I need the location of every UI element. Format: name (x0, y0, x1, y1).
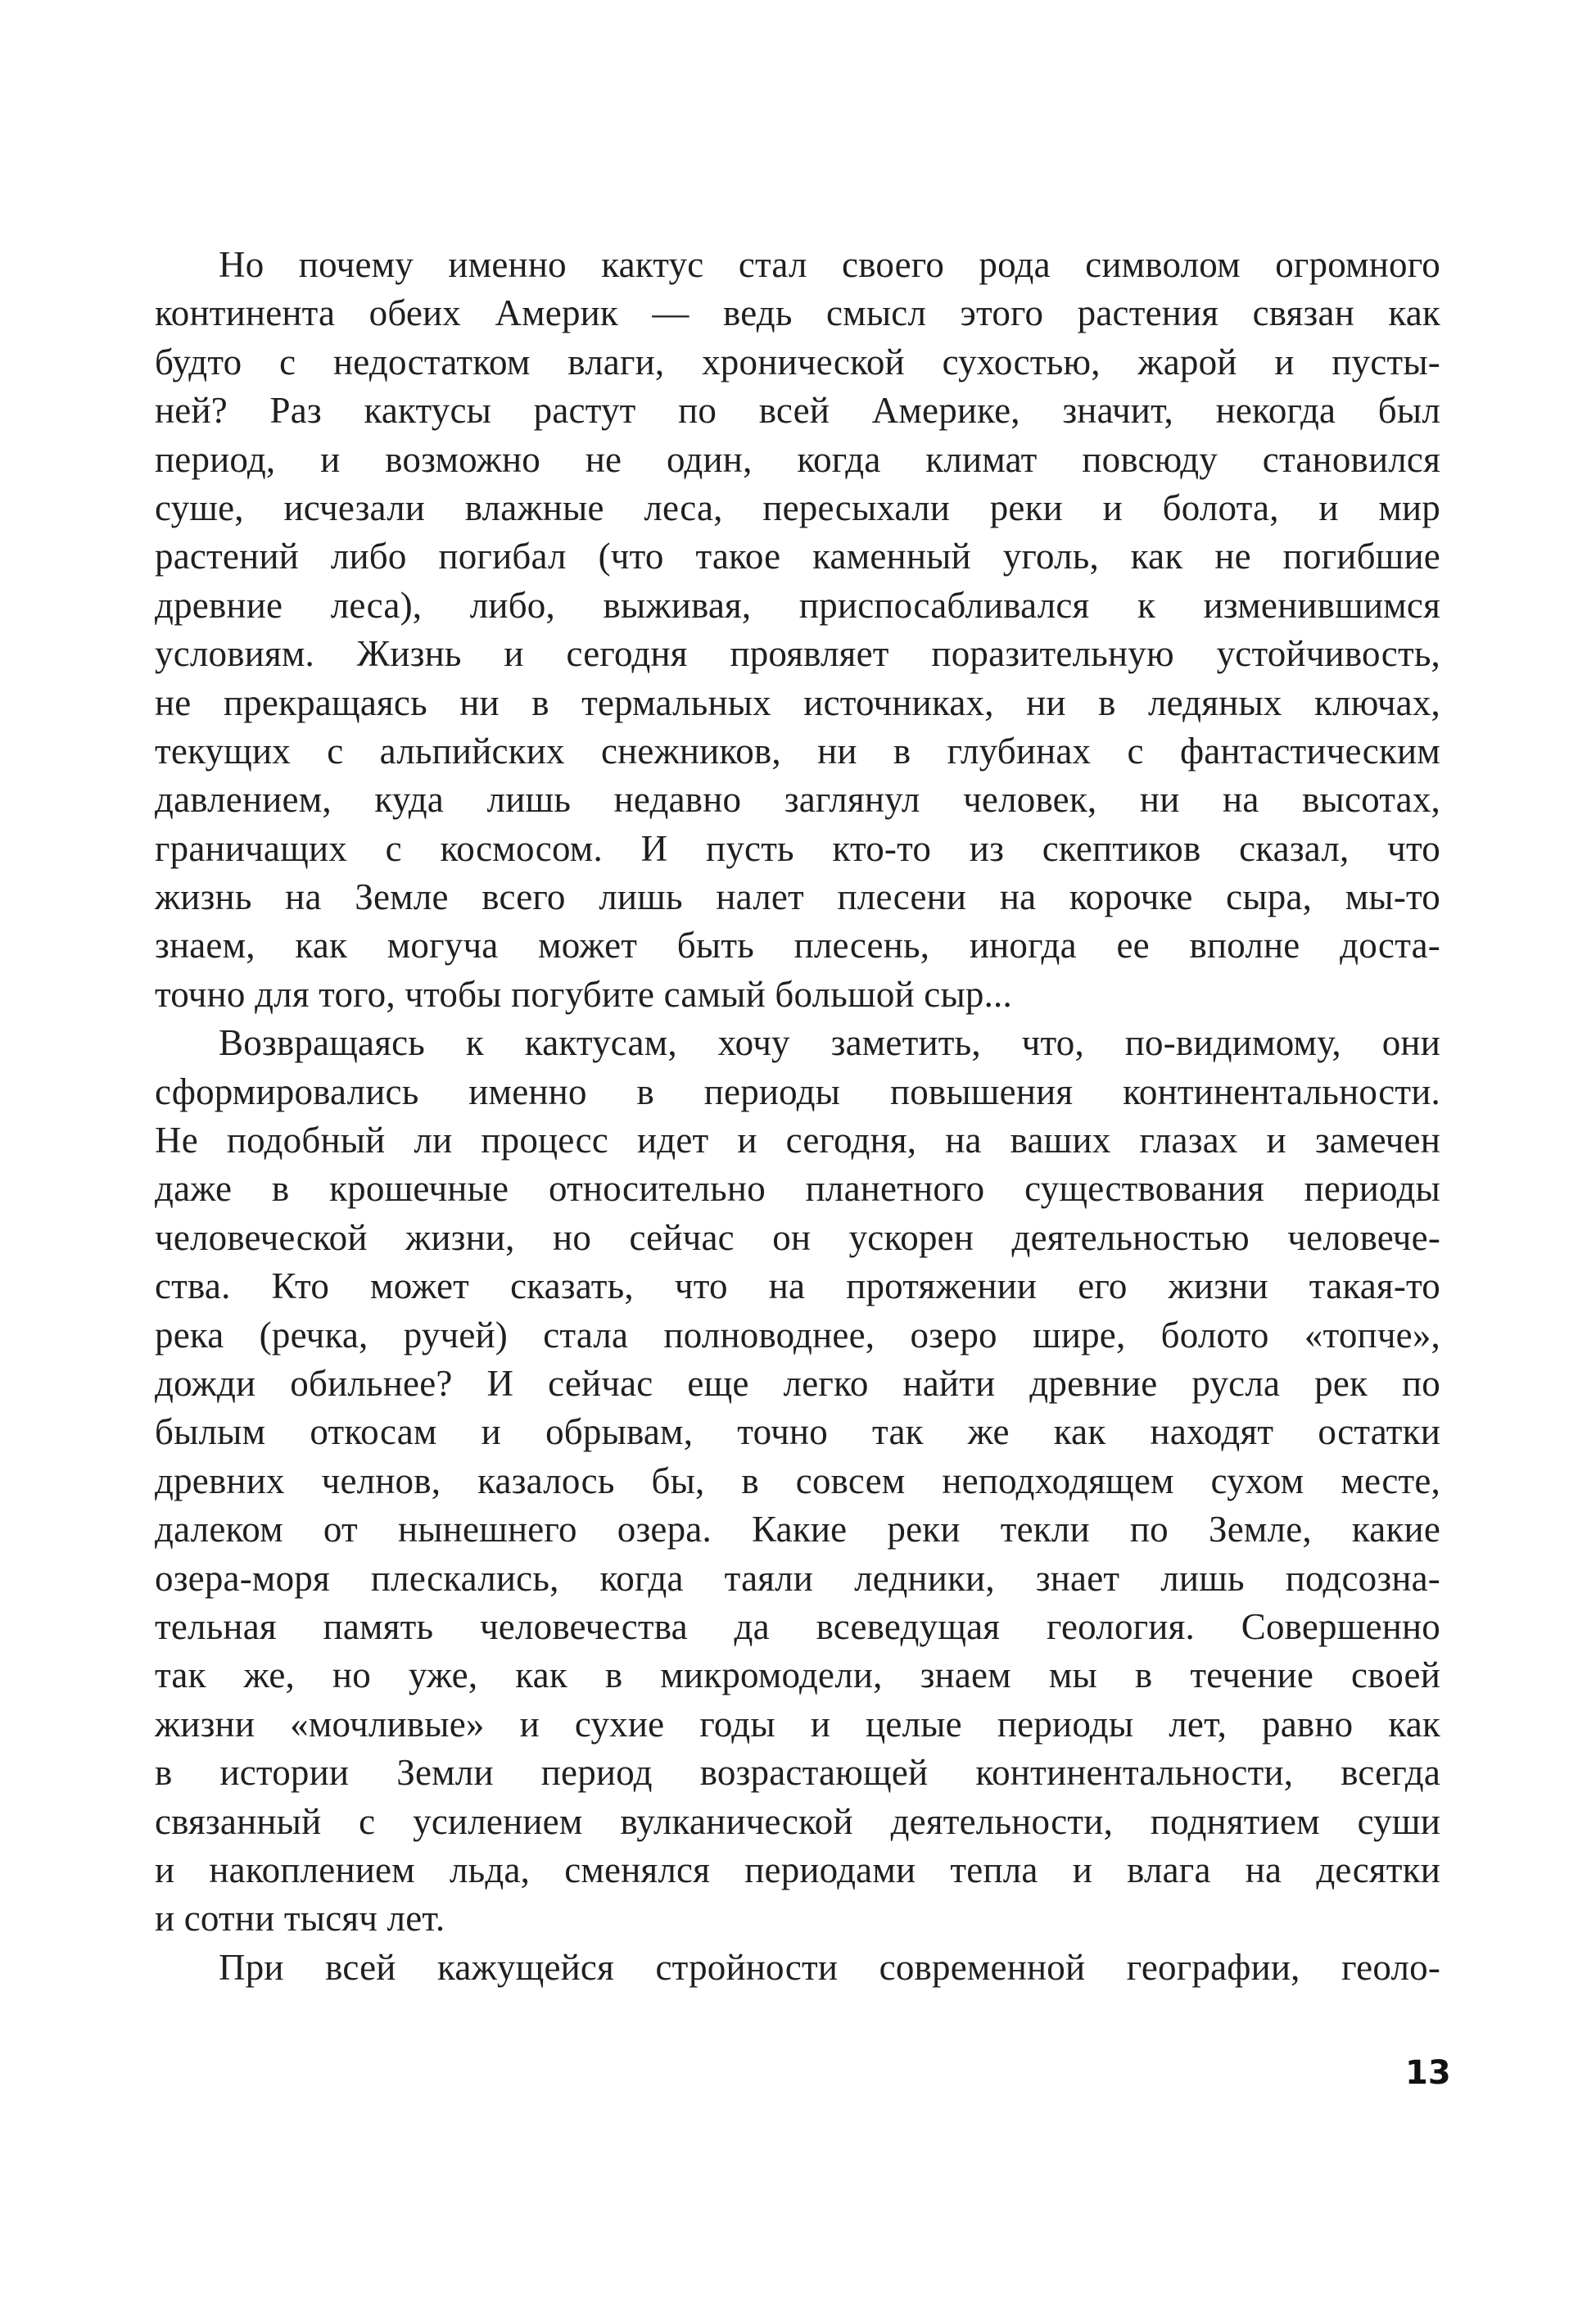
text-line: древних челнов, казалось бы, в совсем неподходящем сухом месте, (155, 1460, 1440, 1501)
text-line: континента обеих Америк — ведь смысл этого растения связан как (155, 292, 1440, 334)
text-line: древние леса), либо, выживая, приспосабливался к изменившимся (155, 584, 1440, 626)
text-line: Не подобный ли процесс идет и сегодня, на ваших глазах и замечен (155, 1120, 1440, 1161)
text-line: ства. Кто может сказать, что на протяжении его жизни такая-то (155, 1265, 1440, 1307)
text-line: так же, но уже, как в микромодели, знаем мы в течение своей (155, 1654, 1440, 1696)
text-line: ней? Раз кактусы растут по всей Америке, значит, некогда был (155, 390, 1440, 432)
text-line: граничащих с космосом. И пусть кто-то из скептиков сказал, что (155, 827, 1440, 869)
text-line: условиям. Жизнь и сегодня проявляет поразительную устойчивость, (155, 633, 1440, 675)
text-line: в истории Земли период возрастающей континентальности, всегда (155, 1752, 1440, 1794)
text-line: даже в крошечные относительно планетного существования периоды (155, 1168, 1440, 1210)
text-line: человеческой жизни, но сейчас он ускорен деятельностью человече- (155, 1216, 1440, 1258)
text-line: сформировались именно в периоды повышения континентальности. (155, 1070, 1440, 1112)
text-line: давлением, куда лишь недавно заглянул человек, ни на высотах, (155, 779, 1440, 821)
text-line: знаем, как могуча может быть плесень, иногда ее вполне доста- (155, 925, 1440, 966)
text-line: При всей кажущейся стройности современной географии, геоло- (219, 1946, 1440, 1988)
text-line: былым откосам и обрывам, точно так же как находят остатки (155, 1411, 1440, 1453)
text-line: далеком от нынешнего озера. Какие реки текли по Земле, какие (155, 1509, 1440, 1550)
text-line: связанный с усилением вулканической деятельности, поднятием суши (155, 1800, 1440, 1842)
text-line: жизни «мочливые» и сухие годы и целые периоды лет, равно как (155, 1703, 1440, 1745)
text-line: река (речка, ручей) стала полноводнее, озеро шире, болото «топче», (155, 1314, 1440, 1356)
text-line: текущих с альпийских снежников, ни в глубинах с фантастическим (155, 730, 1440, 772)
text-line: будто с недостатком влаги, хронической сухостью, жарой и пусты- (155, 341, 1440, 382)
text-line: растений либо погибал (что такое каменный уголь, как не погибшие (155, 536, 1440, 577)
text-line: Но почему именно кактус стал своего рода символом огромного (219, 244, 1440, 285)
text-line: период, и возможно не один, когда климат повсюду становился (155, 438, 1440, 480)
text-line: дожди обильнее? И сейчас еще легко найти древние русла рек по (155, 1362, 1440, 1404)
text-line: тельная память человечества да всеведущая геология. Совершенно (155, 1605, 1440, 1647)
text-line: и сотни тысяч лет. (155, 1898, 445, 1940)
text-line: озера-моря плескались, когда таяли ледники, знает лишь подсозна- (155, 1557, 1440, 1599)
text-line: и накоплением льда, сменялся периодами тепла и влага на десятки (155, 1849, 1440, 1890)
text-line: жизнь на Земле всего лишь налет плесени на корочке сыра, мы-то (155, 876, 1440, 918)
text-line: Возвращаясь к кактусам, хочу заметить, что, по-видимому, они (219, 1022, 1440, 1064)
text-line: суше, исчезали влажные леса, пересыхали реки и болота, и мир (155, 487, 1440, 528)
page-number: 13 (1405, 2054, 1451, 2092)
text-line: не прекращаясь ни в термальных источниках, ни в ледяных ключах, (155, 681, 1440, 723)
body-text (155, 241, 1440, 1992)
text-line: точно для того, чтобы погубите самый большой сыр... (155, 973, 1012, 1015)
